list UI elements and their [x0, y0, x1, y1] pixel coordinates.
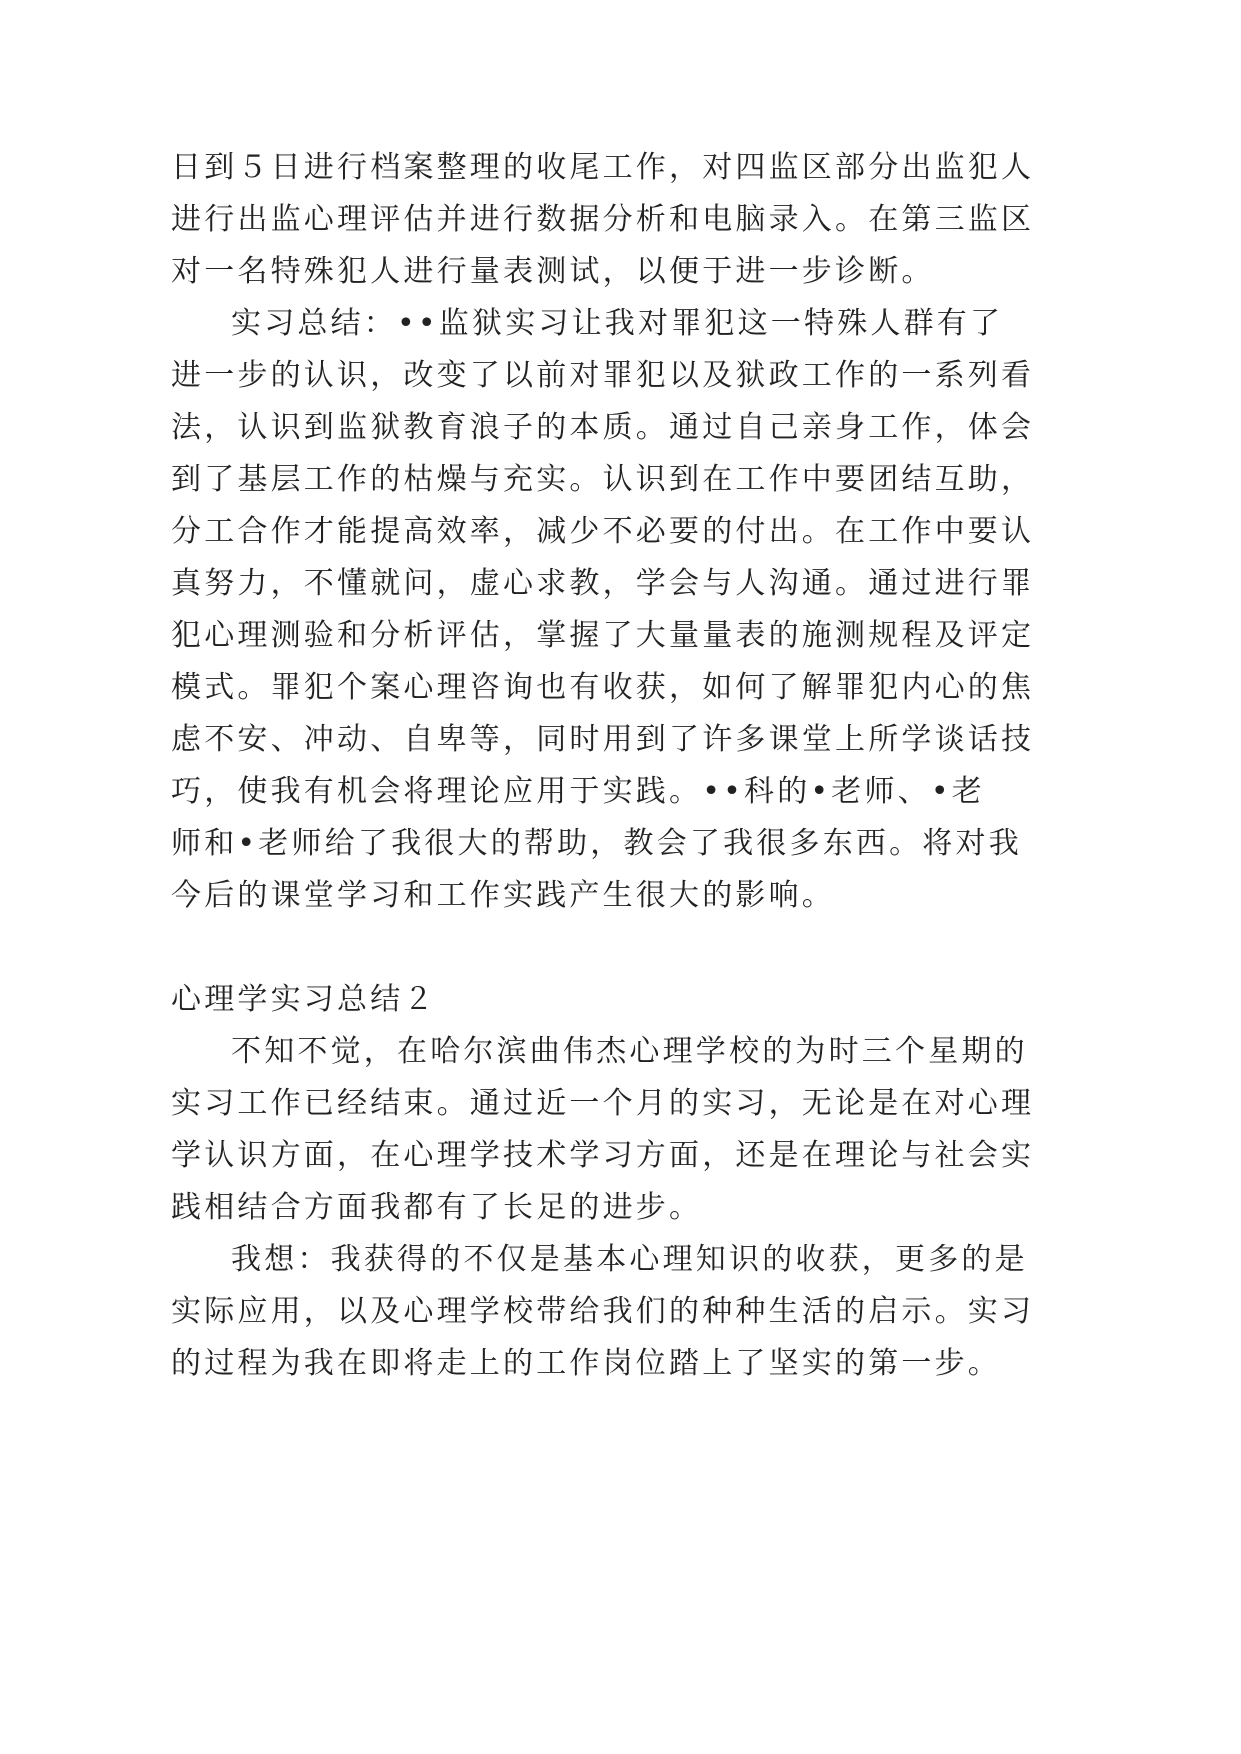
body-text-line: 进行出监心理评估并进行数据分析和电脑录入。在第三监区	[171, 202, 1035, 237]
body-text-line: 今后的课堂学习和工作实践产生很大的影响。	[171, 878, 835, 913]
paragraph-first-line: 不知不觉，在哈尔滨曲伟杰心理学校的为时三个星期的	[231, 1034, 1028, 1069]
body-text-line: 到了基层工作的枯燥与充实。认识到在工作中要团结互助，	[171, 462, 1035, 497]
body-text-line: 分工合作才能提高效率，减少不必要的付出。在工作中要认	[171, 514, 1035, 549]
section-heading: 心理学实习总结２	[171, 982, 437, 1017]
body-text-line: 法，认识到监狱教育浪子的本质。通过自己亲身工作，体会	[171, 410, 1035, 445]
body-text-line: 师和•老师给了我很大的帮助，教会了我很多东西。将对我	[171, 826, 1022, 861]
body-text-line: 对一名特殊犯人进行量表测试，以便于进一步诊断。	[171, 254, 935, 289]
body-text-line: 实际应用，以及心理学校带给我们的种种生活的启示。实习	[171, 1294, 1035, 1329]
body-text-line: 巧，使我有机会将理论应用于实践。••科的•老师、•老	[171, 774, 985, 809]
body-text-line: 进一步的认识，改变了以前对罪犯以及狱政工作的一系列看	[171, 358, 1035, 393]
body-text-line: 犯心理测验和分析评估，掌握了大量量表的施测规程及评定	[171, 618, 1035, 653]
body-text-line: 践相结合方面我都有了长足的进步。	[171, 1190, 703, 1225]
summary-paragraph-first-line: 实习总结：••监狱实习让我对罪犯这一特殊人群有了	[231, 306, 1004, 341]
body-text-line: 模式。罪犯个案心理咨询也有收获，如何了解罪犯内心的焦	[171, 670, 1035, 705]
body-text-line: 真努力，不懂就问，虚心求教，学会与人沟通。通过进行罪	[171, 566, 1035, 601]
body-text-line: 虑不安、冲动、自卑等，同时用到了许多课堂上所学谈话技	[171, 722, 1035, 757]
body-text-line: 实习工作已经结束。通过近一个月的实习，无论是在对心理	[171, 1086, 1035, 1121]
body-text-line: 的过程为我在即将走上的工作岗位踏上了坚实的第一步。	[171, 1346, 1001, 1381]
body-text-line: 学认识方面，在心理学技术学习方面，还是在理论与社会实	[171, 1138, 1035, 1173]
body-text-line: 日到５日进行档案整理的收尾工作，对四监区部分出监犯人	[171, 150, 1035, 185]
paragraph-first-line: 我想：我获得的不仅是基本心理知识的收获，更多的是	[231, 1242, 1028, 1277]
